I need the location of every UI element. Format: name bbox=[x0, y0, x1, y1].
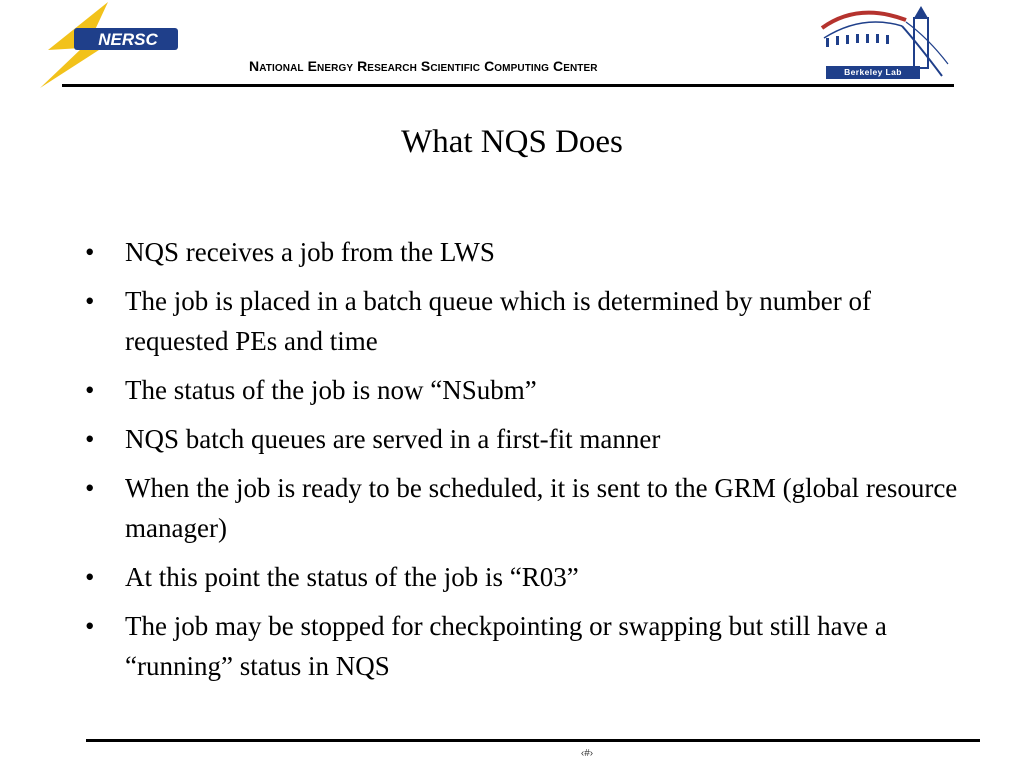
bullet-item bbox=[85, 557, 970, 597]
bullet-text: When the job is ready to be scheduled, it is sent to the GRM (global resource manager) bbox=[125, 473, 958, 543]
bullet-item bbox=[85, 232, 970, 272]
bullet-text: The status of the job is now “NSubm” bbox=[125, 375, 537, 405]
bullet-marker: • bbox=[85, 473, 95, 503]
bullet-list bbox=[85, 232, 970, 695]
nersc-logo bbox=[30, 2, 185, 88]
bullet-item bbox=[85, 419, 970, 459]
bullet-item bbox=[85, 370, 970, 410]
bullet-text: NQS receives a job from the LWS bbox=[125, 237, 495, 267]
bullet-item bbox=[85, 468, 970, 548]
bullet-item bbox=[85, 606, 970, 686]
bullet-item bbox=[85, 281, 970, 361]
nersc-logo-text: NERSC bbox=[98, 30, 158, 49]
bullet-marker: • bbox=[85, 237, 95, 267]
bullet-text: NQS batch queues are served in a first-fit manner bbox=[125, 424, 661, 454]
bullet-marker: • bbox=[85, 611, 95, 641]
bullet-text: At this point the status of the job is “R03” bbox=[125, 562, 579, 592]
bullet-marker: • bbox=[85, 424, 95, 454]
bullet-marker: • bbox=[85, 375, 95, 405]
footer-divider bbox=[86, 739, 980, 742]
organization-name: National Energy Research Scientific Computing Center bbox=[249, 58, 598, 74]
bullet-text: The job may be stopped for checkpointing or swapping but still have a “running” status in NQS bbox=[125, 611, 887, 681]
bullet-marker: • bbox=[85, 562, 95, 592]
bullet-marker: • bbox=[85, 286, 95, 316]
berkeley-lab-logo-text: Berkeley Lab bbox=[826, 66, 920, 79]
page-number: ‹#› bbox=[580, 748, 594, 759]
bullet-text: The job is placed in a batch queue which is determined by number of requested PEs and time bbox=[125, 286, 872, 356]
header-divider bbox=[62, 84, 954, 87]
slide-title: What NQS Does bbox=[401, 124, 623, 160]
